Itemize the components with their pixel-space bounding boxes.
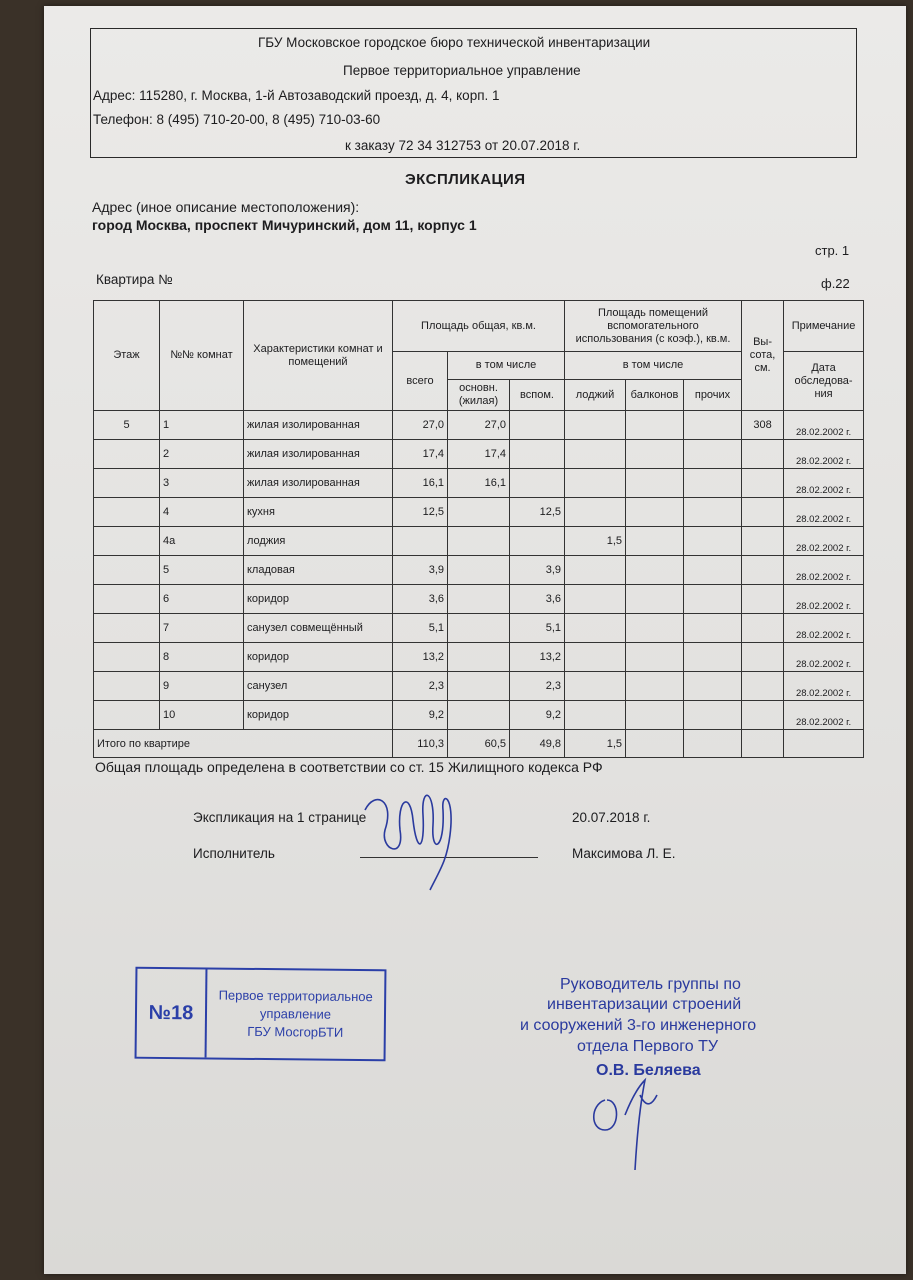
- order-number: к заказу 72 34 312753 от 20.07.2018 г.: [345, 138, 581, 153]
- cell-total: 16,1: [393, 469, 448, 498]
- header-total-area: Площадь общая, кв.м.: [393, 301, 565, 352]
- cell: [684, 701, 742, 730]
- cell-date: 28.02.2002 г.: [784, 411, 864, 440]
- cell-loggia: [565, 585, 626, 614]
- cell: [684, 411, 742, 440]
- executor-label: Исполнитель: [193, 846, 275, 861]
- cell-date: 28.02.2002 г.: [784, 643, 864, 672]
- cell-date: 28.02.2002 г.: [784, 556, 864, 585]
- org-phone: Телефон: 8 (495) 710-20-00, 8 (495) 710-03-60: [93, 112, 381, 127]
- cell: [742, 730, 784, 758]
- total-row: [94, 730, 864, 758]
- cell: [626, 411, 684, 440]
- stamp-line: ГБУ МосгорБТИ: [247, 1023, 344, 1040]
- cell-desc: санузел совмещённый: [244, 614, 393, 643]
- table-row: [94, 556, 864, 585]
- cell-aux: [510, 411, 565, 440]
- table-row: [94, 614, 864, 643]
- header-floor: Этаж: [94, 301, 160, 411]
- header-aux: вспом.: [510, 380, 565, 411]
- cell: [684, 440, 742, 469]
- cell-height: [742, 527, 784, 556]
- cell-desc: кладовая: [244, 556, 393, 585]
- cell-room: 7: [160, 614, 244, 643]
- cell-aux: [510, 440, 565, 469]
- stamp-number: №18: [137, 969, 208, 1058]
- cell-height: [742, 701, 784, 730]
- cell-date: 28.02.2002 г.: [784, 701, 864, 730]
- cell-height: [742, 498, 784, 527]
- cell-date: 28.02.2002 г.: [784, 440, 864, 469]
- cell: [626, 440, 684, 469]
- cell-floor: 5: [94, 411, 160, 440]
- header-height: Вы-сота, см.: [742, 301, 784, 411]
- cell: [684, 469, 742, 498]
- cell-desc: кухня: [244, 498, 393, 527]
- table-row: [94, 672, 864, 701]
- cell-main: [448, 498, 510, 527]
- header-survey-date: Дата обследова-ния: [784, 352, 864, 411]
- cell-height: 308: [742, 411, 784, 440]
- cell: [626, 498, 684, 527]
- cell: [684, 527, 742, 556]
- cell-main: 27,0: [448, 411, 510, 440]
- cell: [626, 556, 684, 585]
- cell: [784, 730, 864, 758]
- table-row: [94, 469, 864, 498]
- cell-height: [742, 643, 784, 672]
- cell: [626, 672, 684, 701]
- cell: [626, 469, 684, 498]
- cell-aux: [510, 527, 565, 556]
- sign-date: 20.07.2018 г.: [572, 810, 651, 825]
- cell-loggia: [565, 701, 626, 730]
- header-balcony: балконов: [626, 380, 684, 411]
- cell-loggia: [565, 411, 626, 440]
- cell-room: 8: [160, 643, 244, 672]
- cell-desc: коридор: [244, 585, 393, 614]
- cell-desc: лоджия: [244, 527, 393, 556]
- cell-room: 1: [160, 411, 244, 440]
- cell-date: 28.02.2002 г.: [784, 527, 864, 556]
- table-row: [94, 498, 864, 527]
- form-number: ф.22: [821, 276, 850, 291]
- cell-main: [448, 556, 510, 585]
- cell-room: 3: [160, 469, 244, 498]
- document-title: ЭКСПЛИКАЦИЯ: [405, 171, 526, 188]
- cell-room: 9: [160, 672, 244, 701]
- cell-main: [448, 527, 510, 556]
- cell-floor: [94, 556, 160, 585]
- cell-room: 6: [160, 585, 244, 614]
- header-loggia: лоджий: [565, 380, 626, 411]
- responsible-signature: [585, 1075, 695, 1175]
- cell-desc: жилая изолированная: [244, 469, 393, 498]
- org-address: Адрес: 115280, г. Москва, 1-й Автозаводский проезд, д. 4, корп. 1: [93, 88, 500, 103]
- cell-total: 17,4: [393, 440, 448, 469]
- cell-room: 2: [160, 440, 244, 469]
- cell-height: [742, 585, 784, 614]
- header-characteristics: Характеристики комнат и помещений: [244, 301, 393, 411]
- cell-floor: [94, 672, 160, 701]
- cell-main: [448, 701, 510, 730]
- cell-loggia: [565, 498, 626, 527]
- cell-date: 28.02.2002 г.: [784, 672, 864, 701]
- cell-total: 2,3: [393, 672, 448, 701]
- total-aux: 49,8: [510, 730, 565, 758]
- cell-height: [742, 469, 784, 498]
- cell-desc: коридор: [244, 701, 393, 730]
- responsible-line: инвентаризации строений: [547, 996, 742, 1013]
- header-incl-2: в том числе: [565, 352, 742, 380]
- cell-loggia: [565, 672, 626, 701]
- table-row: [94, 411, 864, 440]
- pages-note: Экспликация на 1 странице: [193, 810, 367, 825]
- total-loggia: 1,5: [565, 730, 626, 758]
- cell-main: 16,1: [448, 469, 510, 498]
- cell-desc: жилая изолированная: [244, 411, 393, 440]
- area-note: Общая площадь определена в соответствии со ст. 15 Жилищного кодекса РФ: [95, 759, 603, 775]
- cell: [684, 614, 742, 643]
- cell-total: [393, 527, 448, 556]
- cell-room: 5: [160, 556, 244, 585]
- responsible-line: отдела Первого ТУ: [577, 1038, 719, 1055]
- cell-height: [742, 556, 784, 585]
- responsible-line: Руководитель группы по: [560, 976, 741, 993]
- rectangular-stamp: [135, 967, 387, 1062]
- address-value: город Москва, проспект Мичуринский, дом 11, корпус 1: [92, 217, 477, 233]
- cell: [626, 614, 684, 643]
- cell-desc: коридор: [244, 643, 393, 672]
- org-name: ГБУ Московское городское бюро технической инвентаризации: [258, 35, 651, 50]
- cell-loggia: 1,5: [565, 527, 626, 556]
- page-number: стр. 1: [815, 243, 850, 258]
- apartment-label: Квартира №: [96, 272, 173, 287]
- table-header-row: [94, 301, 864, 352]
- stamp-line: Первое территориальное: [218, 987, 373, 1005]
- address-label: Адрес (иное описание местоположения):: [92, 199, 360, 215]
- cell-room: 4а: [160, 527, 244, 556]
- table-row: [94, 643, 864, 672]
- cell-room: 10: [160, 701, 244, 730]
- cell-aux: 2,3: [510, 672, 565, 701]
- cell-desc: санузел: [244, 672, 393, 701]
- cell: [684, 498, 742, 527]
- cell: [626, 585, 684, 614]
- header-main: основн. (жилая): [448, 380, 510, 411]
- cell-total: 9,2: [393, 701, 448, 730]
- cell: [684, 643, 742, 672]
- cell-loggia: [565, 469, 626, 498]
- cell-date: 28.02.2002 г.: [784, 614, 864, 643]
- cell: [626, 701, 684, 730]
- cell-height: [742, 440, 784, 469]
- total-all: 110,3: [393, 730, 448, 758]
- cell-main: 17,4: [448, 440, 510, 469]
- cell-room: 4: [160, 498, 244, 527]
- header-rooms: №№ комнат: [160, 301, 244, 411]
- total-main: 60,5: [448, 730, 510, 758]
- table-row: [94, 585, 864, 614]
- header-aux-area: Площадь помещений вспомогательного использования (с коэф.), кв.м.: [565, 301, 742, 352]
- cell-main: [448, 643, 510, 672]
- stamp-text: [207, 969, 385, 1059]
- cell-floor: [94, 585, 160, 614]
- cell-total: 27,0: [393, 411, 448, 440]
- cell-floor: [94, 527, 160, 556]
- cell-date: 28.02.2002 г.: [784, 585, 864, 614]
- table-row: [94, 701, 864, 730]
- cell: [684, 556, 742, 585]
- cell-loggia: [565, 643, 626, 672]
- cell: [684, 585, 742, 614]
- cell-total: 5,1: [393, 614, 448, 643]
- cell-desc: жилая изолированная: [244, 440, 393, 469]
- department-name: Первое территориальное управление: [343, 63, 581, 78]
- cell-aux: 5,1: [510, 614, 565, 643]
- cell-floor: [94, 440, 160, 469]
- cell-loggia: [565, 556, 626, 585]
- total-label: Итого по квартире: [94, 730, 393, 758]
- cell-height: [742, 672, 784, 701]
- executor-signature: [355, 770, 475, 900]
- header-incl-1: в том числе: [448, 352, 565, 380]
- cell: [626, 730, 684, 758]
- header-note: Примечание: [784, 301, 864, 352]
- cell-floor: [94, 469, 160, 498]
- cell: [684, 730, 742, 758]
- cell-floor: [94, 498, 160, 527]
- cell-loggia: [565, 614, 626, 643]
- executor-name: Максимова Л. Е.: [572, 846, 676, 861]
- cell-floor: [94, 614, 160, 643]
- cell-floor: [94, 701, 160, 730]
- cell-main: [448, 614, 510, 643]
- cell-aux: 3,6: [510, 585, 565, 614]
- cell-height: [742, 614, 784, 643]
- responsible-line: и сооружений 3-го инженерного: [520, 1017, 757, 1034]
- cell-total: 3,6: [393, 585, 448, 614]
- cell-total: 12,5: [393, 498, 448, 527]
- cell: [626, 527, 684, 556]
- cell-main: [448, 672, 510, 701]
- table-row: [94, 440, 864, 469]
- header-other: прочих: [684, 380, 742, 411]
- cell-total: 3,9: [393, 556, 448, 585]
- cell-loggia: [565, 440, 626, 469]
- cell-aux: 13,2: [510, 643, 565, 672]
- cell-date: 28.02.2002 г.: [784, 469, 864, 498]
- cell-aux: 3,9: [510, 556, 565, 585]
- cell-aux: 12,5: [510, 498, 565, 527]
- table-row: [94, 527, 864, 556]
- cell-total: 13,2: [393, 643, 448, 672]
- cell-floor: [94, 643, 160, 672]
- header-total-all: всего: [393, 352, 448, 411]
- cell-date: 28.02.2002 г.: [784, 498, 864, 527]
- cell: [684, 672, 742, 701]
- cell: [626, 643, 684, 672]
- cell-aux: 9,2: [510, 701, 565, 730]
- cell-main: [448, 585, 510, 614]
- cell-aux: [510, 469, 565, 498]
- stamp-line: управление: [259, 1005, 332, 1022]
- responsible-name: О.В. Беляева: [596, 1062, 701, 1079]
- explication-table: [93, 300, 864, 758]
